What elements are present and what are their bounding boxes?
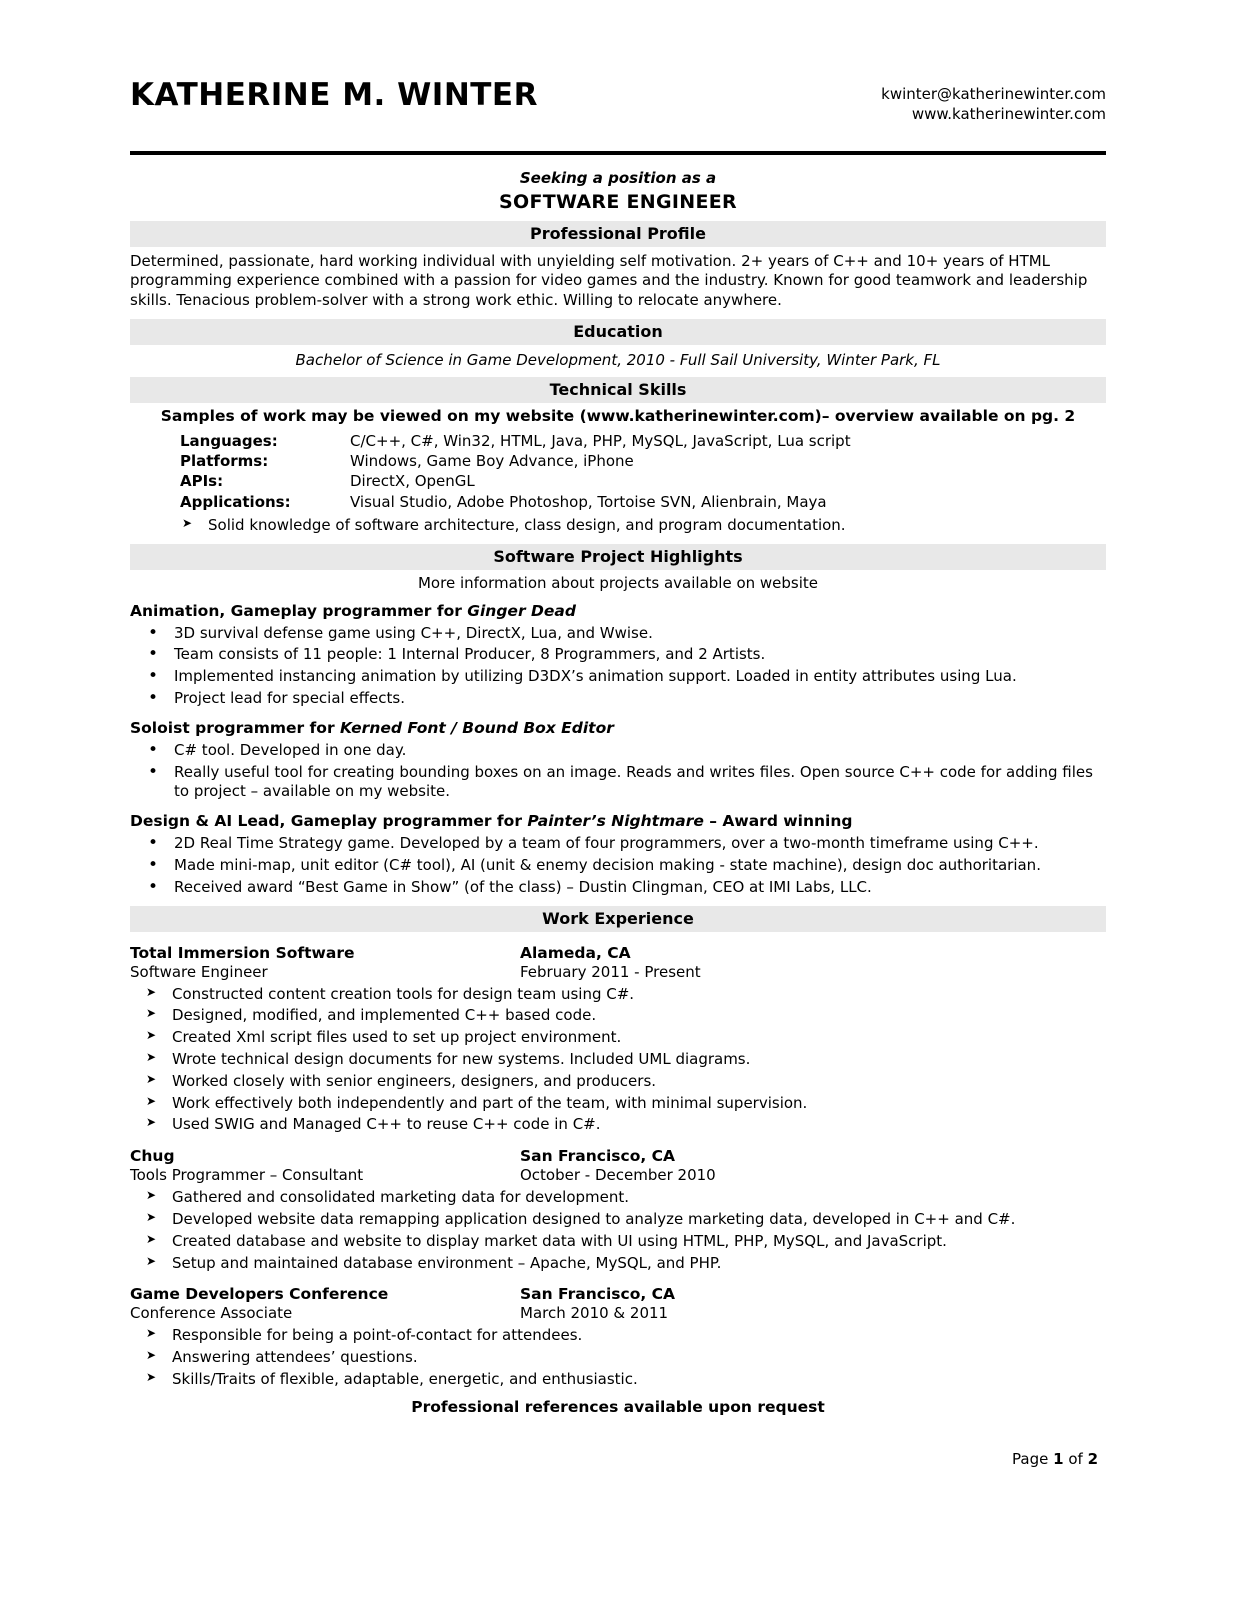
job-company: Chug (130, 1147, 175, 1166)
section-header-education: Education (130, 319, 1106, 345)
list-item: • Implemented instancing animation by utilizing D3DX’s animation support. Loaded in entity attributes using Lua. (130, 667, 1106, 687)
project-heading-title: Painter’s Nightmare (527, 812, 704, 831)
list-item: ➤ Developed website data remapping application designed to analyze marketing data, developed in C++ and C#. (130, 1210, 1106, 1230)
list-item: ➤ Created Xml script files used to set up project environment. (130, 1028, 1106, 1048)
profile-text: Determined, passionate, hard working individual with unyielding self motivation. 2+ years of C++ and 10+ years of HTML programming experience combined with a passion for video games and the industry. Known for good teamwork and leadership skills. Tenacious problem-solver with a strong work ethic. Willing to relocate anywhere. (130, 251, 1088, 310)
job-subheader (130, 1166, 1106, 1184)
section-header-work-experience: Work Experience (130, 906, 1106, 932)
job-location: San Francisco, CA (520, 1285, 676, 1304)
skill-row (180, 471, 1106, 491)
list-item: ➤ Skills/Traits of flexible, adaptable, energetic, and enthusiastic. (130, 1370, 1106, 1390)
job-role: Conference Associate (130, 1304, 293, 1323)
candidate-name: KATHERINE M. WINTER (130, 77, 538, 113)
list-item: ➤ Worked closely with senior engineers, designers, and producers. (130, 1072, 1106, 1092)
skills-table (180, 431, 1106, 512)
job-dates: February 2011 - Present (520, 962, 701, 981)
project-heading (130, 719, 1106, 737)
skill-value: Windows, Game Boy Advance, iPhone (350, 452, 634, 471)
job-role: Tools Programmer – Consultant (130, 1166, 364, 1185)
resume-header (130, 60, 1106, 125)
skill-label: Applications: (180, 492, 291, 511)
job-dates: October - December 2010 (520, 1166, 716, 1185)
page-current: 1 (1053, 1449, 1064, 1468)
project-heading (130, 602, 1106, 620)
job-bullet-list (130, 1326, 1106, 1389)
list-item: ➤ Constructed content creation tools for design team using C#. (130, 985, 1106, 1005)
list-item: ➤ Designed, modified, and implemented C++ based code. (130, 1006, 1106, 1026)
list-item: ➤ Wrote technical design documents for new systems. Included UML diagrams. (130, 1050, 1106, 1070)
job-company: Game Developers Conference (130, 1285, 389, 1304)
list-item: ➤ Used SWIG and Managed C++ to reuse C++ code in C#. (130, 1115, 1106, 1135)
skill-row (180, 492, 1106, 512)
list-item: ➤ Work effectively both independently and part of the team, with minimal supervision. (130, 1094, 1106, 1114)
list-item: • Project lead for special effects. (130, 689, 1106, 709)
section-header-project-highlights: Software Project Highlights (130, 544, 1106, 570)
job-role: Software Engineer (130, 962, 268, 981)
job-bullet-list (130, 985, 1106, 1136)
page-number (130, 1450, 1106, 1468)
job-subheader (130, 963, 1106, 981)
list-item: • C# tool. Developed in one day. (130, 741, 1106, 761)
section-header-technical-skills: Technical Skills (130, 377, 1106, 403)
project-heading (130, 812, 1106, 830)
project-bullet-list (130, 741, 1106, 802)
skill-label: Languages: (180, 431, 278, 450)
job-bullet-list (130, 1188, 1106, 1273)
skill-value: DirectX, OpenGL (350, 472, 475, 491)
project-heading-pre: Design & AI Lead, Gameplay programmer for (130, 812, 528, 831)
header-divider (130, 151, 1106, 155)
list-item: • 2D Real Time Strategy game. Developed by a team of four programmers, over a two-month timeframe using C++. (130, 834, 1106, 854)
list-item: • 3D survival defense game using C++, DirectX, Lua, and Wwise. (130, 624, 1106, 644)
job-header (130, 1285, 1106, 1303)
list-item: ➤ Setup and maintained database environment – Apache, MySQL, and PHP. (130, 1254, 1106, 1274)
job-location: San Francisco, CA (520, 1147, 676, 1166)
job-header (130, 944, 1106, 962)
page-middle: of (1063, 1449, 1088, 1468)
section-header-profile: Professional Profile (130, 221, 1106, 247)
project-heading-pre: Animation, Gameplay programmer for (130, 601, 468, 620)
project-bullet-list (130, 624, 1106, 709)
skill-label: Platforms: (180, 452, 269, 471)
list-item: • Team consists of 11 people: 1 Internal Producer, 8 Programmers, and 2 Artists. (130, 645, 1106, 665)
project-heading-title: Ginger Dead (467, 601, 576, 620)
references-note: Professional references available upon request (411, 1397, 825, 1416)
list-item: • Really useful tool for creating bounding boxes on an image. Reads and writes files. Open source C++ code for adding files to project – available on my website. (130, 763, 1106, 803)
education-text: Bachelor of Science in Game Development, 2010 - Full Sail University, Winter Park, FL (295, 350, 941, 369)
list-item: ➤ Created database and website to display market data with UI using HTML, PHP, MySQL, and JavaScript. (130, 1232, 1106, 1252)
list-item: ➤ Answering attendees’ questions. (130, 1348, 1106, 1368)
list-item: • Received award “Best Game in Show” (of the class) – Dustin Clingman, CEO at IMI Labs, LLC. (130, 878, 1106, 898)
list-item: ➤ Solid knowledge of software architecture, class design, and program documentation. (130, 516, 1106, 536)
skill-label: APIs: (180, 472, 224, 491)
project-heading-title: Kerned Font / Bound Box Editor (340, 718, 614, 737)
skills-bullet-list (130, 516, 1106, 536)
list-item: • Made mini-map, unit editor (C# tool), AI (unit & enemy decision making - state machine), design doc authoritarian. (130, 856, 1106, 876)
job-dates: March 2010 & 2011 (520, 1304, 669, 1323)
objective-position: SOFTWARE ENGINEER (499, 190, 737, 213)
skill-value: C/C++, C#, Win32, HTML, Java, PHP, MySQL, JavaScript, Lua script (350, 431, 851, 450)
skill-row (180, 451, 1106, 471)
skill-value: Visual Studio, Adobe Photoshop, Tortoise SVN, Alienbrain, Maya (350, 492, 827, 511)
skills-note: Samples of work may be viewed on my website (www.katherinewinter.com)– overview available on pg. 2 (160, 406, 1076, 425)
objective-seeking: Seeking a position as a (519, 168, 717, 187)
job-location: Alameda, CA (520, 943, 631, 962)
contact-email: kwinter@katherinewinter.com (881, 85, 1106, 103)
page-total: 2 (1087, 1449, 1098, 1468)
project-heading-pre: Soloist programmer for (130, 718, 340, 737)
skill-row (180, 431, 1106, 451)
page-prefix: Page (1012, 1449, 1054, 1468)
contact-website: www.katherinewinter.com (911, 105, 1106, 124)
contact-block (881, 78, 1106, 125)
job-subheader (130, 1304, 1106, 1322)
projects-note: More information about projects available on website (417, 573, 819, 592)
project-bullet-list (130, 834, 1106, 897)
project-heading-post: – Award winning (703, 812, 853, 831)
list-item: ➤ Responsible for being a point-of-contact for attendees. (130, 1326, 1106, 1346)
list-item: ➤ Gathered and consolidated marketing data for development. (130, 1188, 1106, 1208)
job-header (130, 1147, 1106, 1165)
job-company: Total Immersion Software (130, 943, 355, 962)
